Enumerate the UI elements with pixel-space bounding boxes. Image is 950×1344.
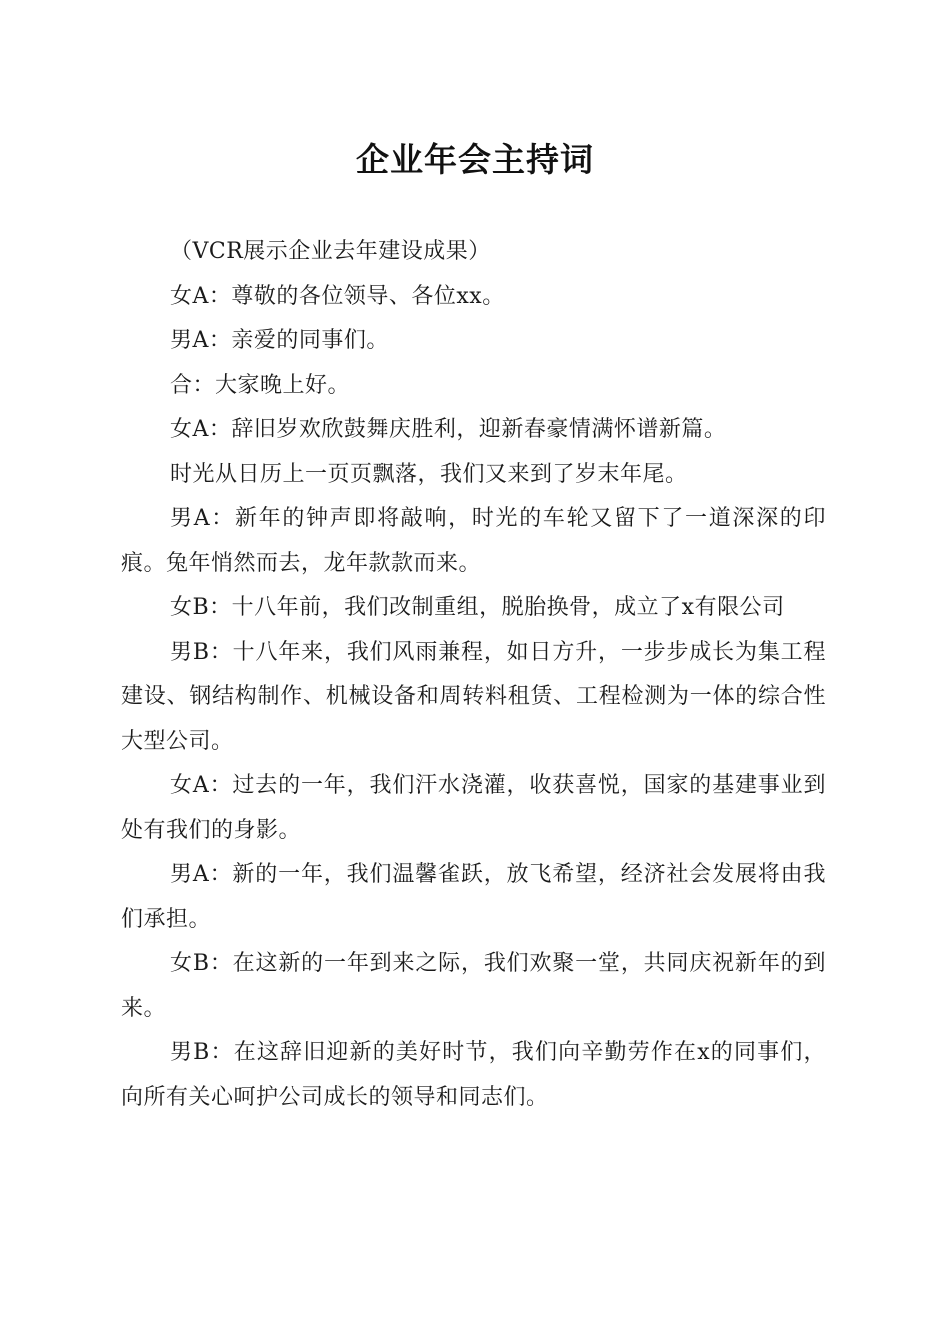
document-title: 企业年会主持词 [356, 140, 594, 179]
paragraph: 时光从日历上一页页飘落，我们又来到了岁末年尾。 [170, 461, 688, 487]
paragraph: 女B：十八年前，我们改制重组，脱胎换骨，成立了x有限公司 [170, 595, 785, 620]
paragraph: 合：大家晚上好。 [170, 372, 351, 398]
paragraph: 男B：十八年来，我们风雨兼程，如日方升，一步步成长为集工程建设、钢结构制作、机械设备和周转料租赁、工程检测为一体的综合性大型公司。 [121, 639, 826, 754]
paragraph: 女A：过去的一年，我们汗水浇灌，收获喜悦，国家的基建事业到处有我们的身影。 [121, 773, 826, 843]
paragraph: 男A：新的一年，我们温馨雀跃，放飞希望，经济社会发展将由我们承担。 [121, 862, 826, 932]
paragraph: 男A：新年的钟声即将敲响，时光的车轮又留下了一道深深的印痕。兔年悄然而去，龙年款款而来。 [121, 506, 826, 576]
paragraph: 女A：尊敬的各位领导、各位xx。 [170, 283, 505, 309]
paragraph: 男A：亲爱的同事们。 [170, 328, 389, 353]
paragraph: 男B：在这辞旧迎新的美好时节，我们向辛勤劳作在x的同事们，向所有关心呵护公司成长的领导和同志们。 [121, 1040, 826, 1110]
paragraph: 女B：在这新的一年到来之际，我们欢聚一堂，共同庆祝新年的到来。 [121, 951, 826, 1021]
document-body [121, 230, 826, 1120]
paragraph: （VCR展示企业去年建设成果） [170, 239, 491, 264]
paragraph: 女A：辞旧岁欢欣鼓舞庆胜利，迎新春豪情满怀谱新篇。 [170, 417, 727, 442]
